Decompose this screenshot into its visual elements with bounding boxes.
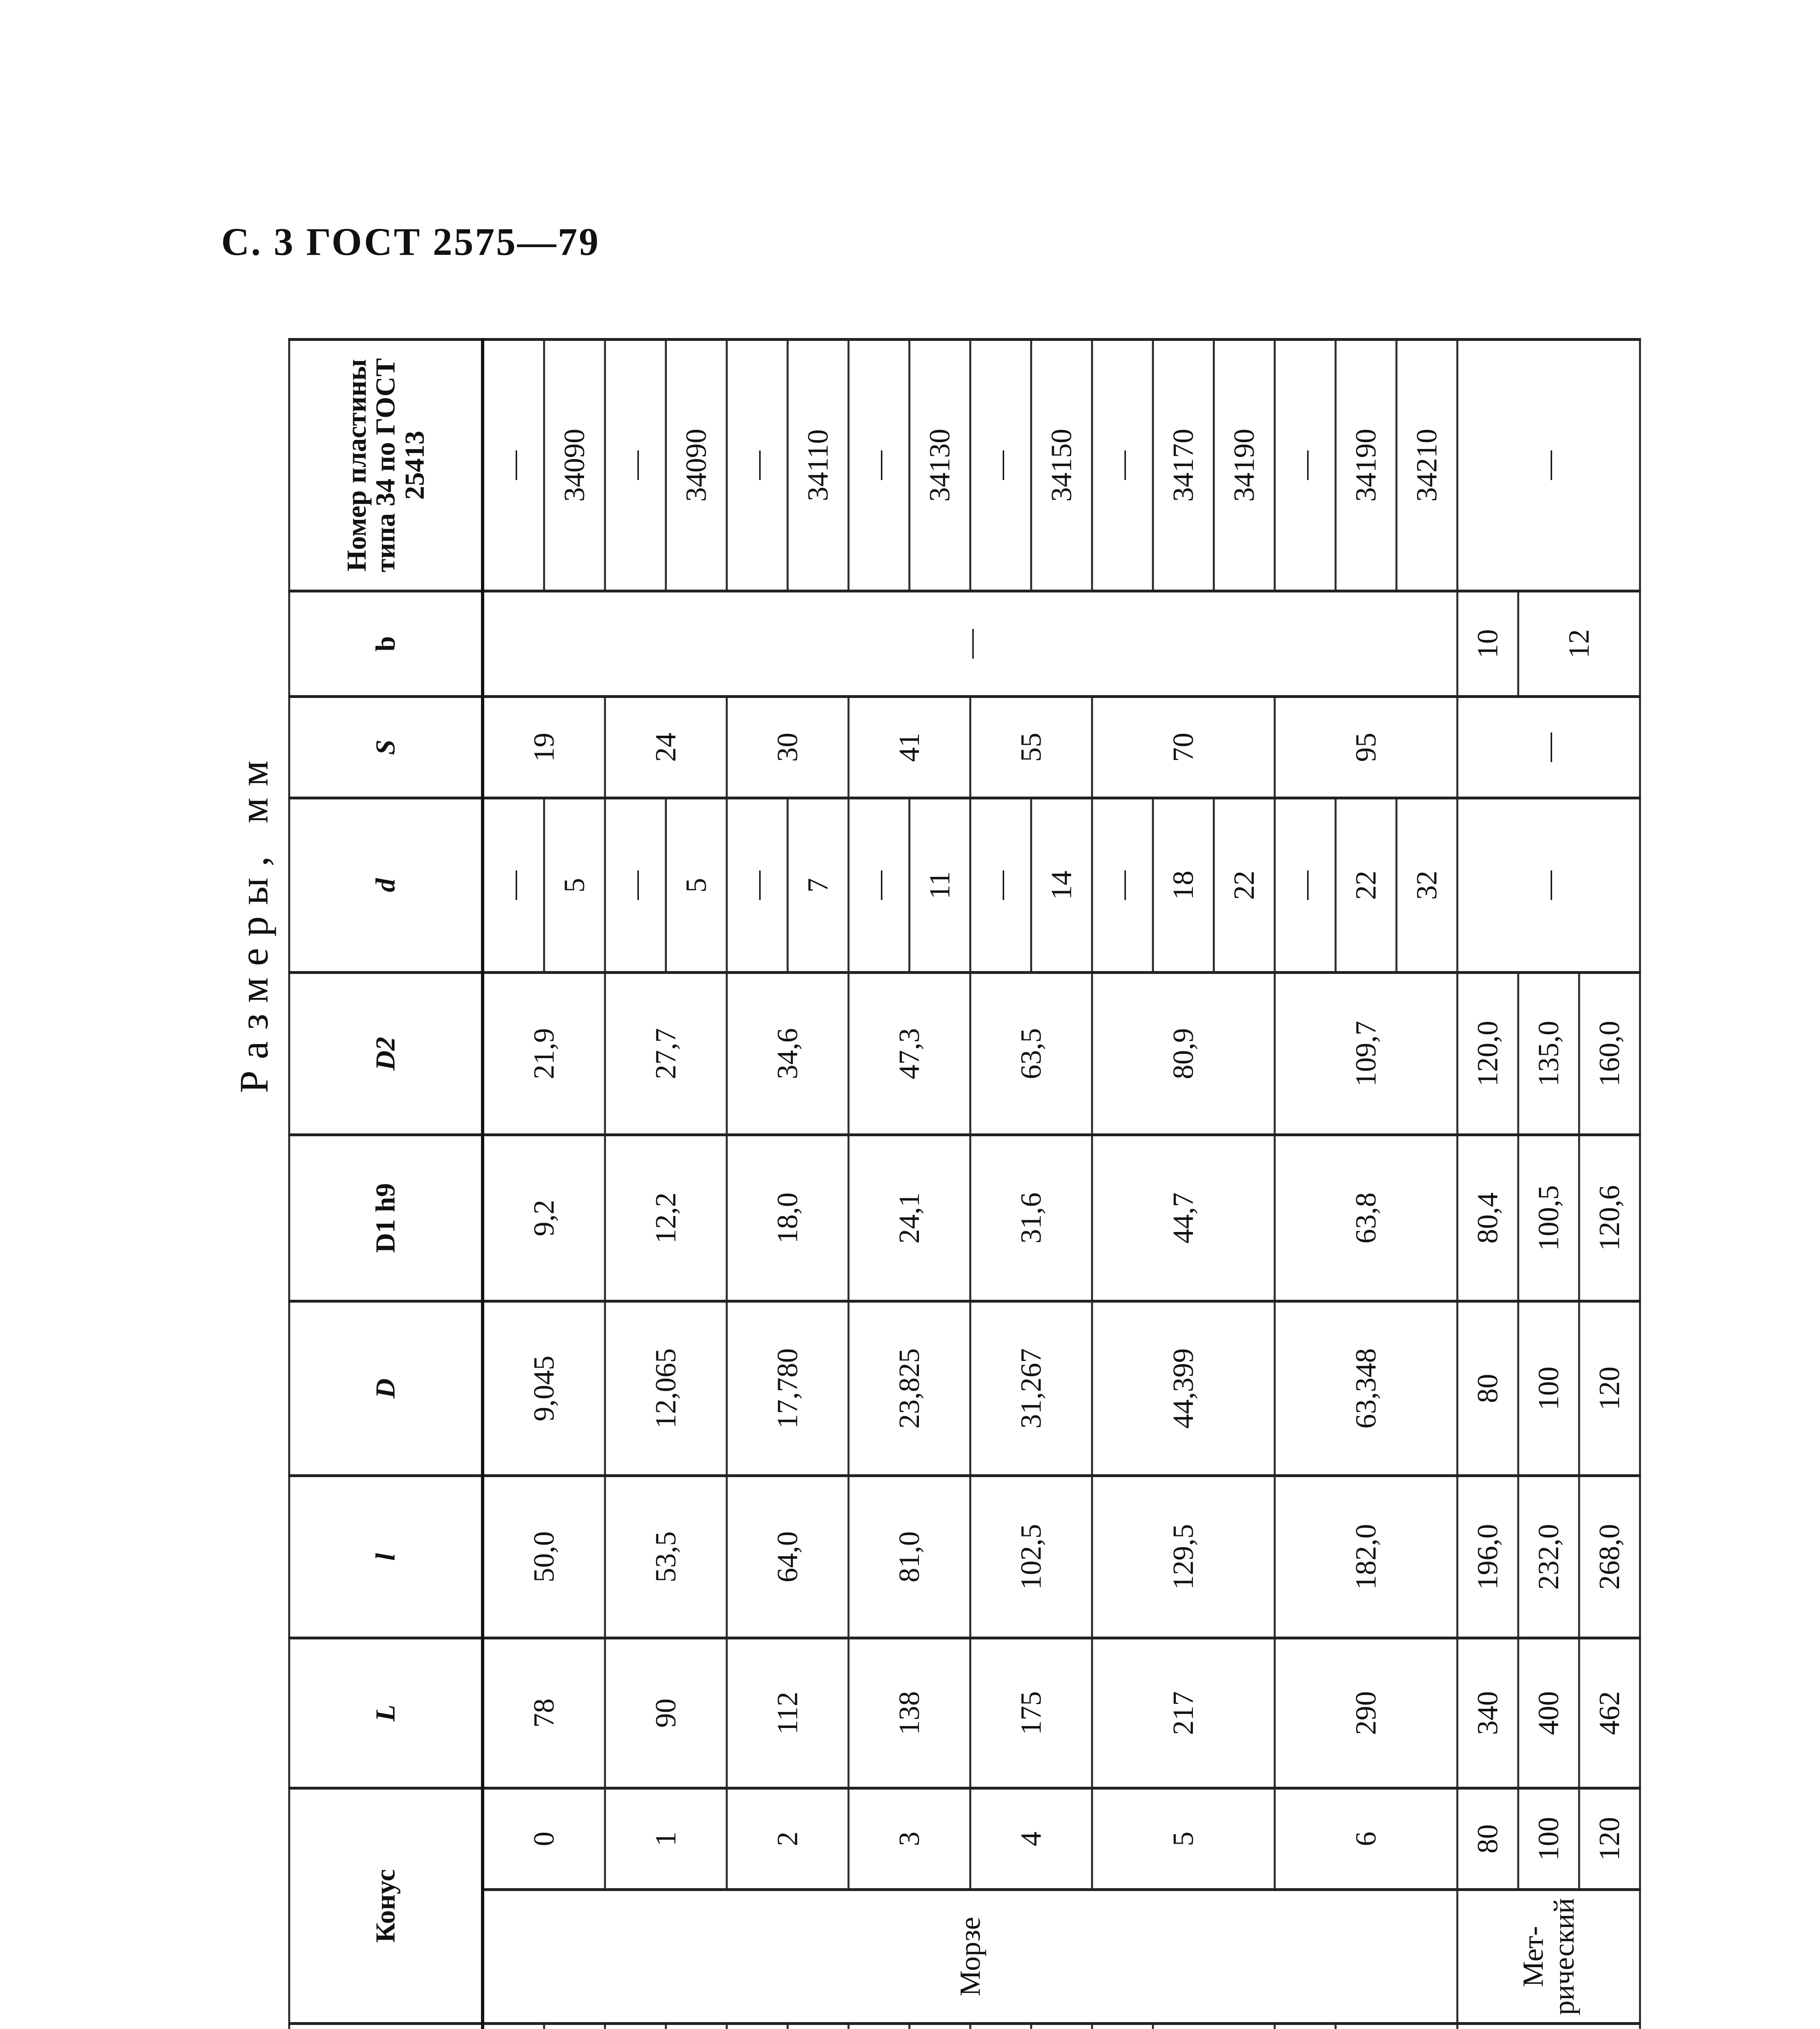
l-cell: 196,0 [1458,1475,1518,1638]
D2-cell: 27,7 [605,972,727,1135]
execution-cell [1031,2024,1092,2029]
header-D1: D1 h9 [289,1135,483,1301]
table-caption: Размеры, мм [231,749,276,1093]
header-plate: Номер пластины типа 34 по ГОСТ 25413 [289,339,483,591]
plate-cell: — [1458,339,1640,591]
D2-cell: 21,9 [483,972,605,1135]
d-cell: — [1458,798,1640,972]
L-cell: 112 [727,1638,849,1788]
dimensions-table [288,338,1641,2029]
d-cell: 18 [1153,798,1214,972]
L-cell: 290 [1275,1638,1458,1788]
S-cell: 30 [727,696,849,798]
plate-cell: 34130 [910,339,970,591]
table-row [1458,339,1518,2029]
execution-cell [605,2024,666,2029]
D2-cell: 63,5 [970,972,1092,1135]
l-cell: 81,0 [849,1475,970,1638]
execution-cell [970,2024,1031,2029]
execution-cell [483,2024,544,2029]
b-cell: 10 [1458,591,1518,696]
cone-number-cell: 1 [605,1788,727,1889]
execution-cell [910,2024,970,2029]
cone-number-cell: 100 [1518,1788,1579,1889]
plate-cell: 34090 [666,339,727,591]
S-cell: 24 [605,696,727,798]
l-cell: 129,5 [1092,1475,1275,1638]
plate-cell: — [727,339,788,591]
D-cell: 120 [1579,1301,1640,1475]
cone-number-cell: 5 [1092,1788,1275,1889]
D1-cell: 44,7 [1092,1135,1275,1301]
S-cell: 41 [849,696,970,798]
execution-cell [1153,2024,1275,2029]
d-cell: — [1275,798,1336,972]
D1-cell: 12,2 [605,1135,727,1301]
plate-cell: — [849,339,910,591]
plate-cell: 34090 [544,339,605,591]
execution-cell [544,2024,605,2029]
header-l: l [289,1475,483,1638]
D1-cell: 24,1 [849,1135,970,1301]
S-cell: — [1458,696,1640,798]
D2-cell: 34,6 [727,972,849,1135]
b-cell: 12 [1518,591,1640,696]
D2-cell: 120,0 [1458,972,1518,1135]
plate-cell: — [483,339,544,591]
D2-cell: 47,3 [849,972,970,1135]
header-cone: Конус [289,1788,483,2023]
header-d: d [289,798,483,972]
L-cell: 340 [1458,1638,1518,1788]
D2-cell: 80,9 [1092,972,1275,1135]
d-cell: — [970,798,1031,972]
D2-cell: 109,7 [1275,972,1458,1135]
plate-cell: 34190 [1336,339,1397,591]
cone-number-cell: 2 [727,1788,849,1889]
D1-cell: 63,8 [1275,1135,1458,1301]
d-cell: 22 [1336,798,1397,972]
b-cell: — [483,591,1458,696]
header-b: b [289,591,483,696]
d-cell: — [849,798,910,972]
plate-cell: 34150 [1031,339,1092,591]
L-cell: 78 [483,1638,605,1788]
D-cell: 100 [1518,1301,1579,1475]
execution-cell [1092,2024,1153,2029]
execution-cell [849,2024,910,2029]
cone-type-metric: Мет-рический [1458,1890,1640,2024]
D1-cell: 9,2 [483,1135,605,1301]
D-cell: 23,825 [849,1301,970,1475]
d-cell: — [727,798,788,972]
plate-cell: — [605,339,666,591]
l-cell: 182,0 [1275,1475,1458,1638]
cone-type-morse: Морзе [483,1890,1458,2024]
d-cell: 14 [1031,798,1092,972]
execution-cell [727,2024,788,2029]
plate-cell: 34110 [788,339,849,591]
execution-cell [1336,2024,1458,2029]
L-cell: 217 [1092,1638,1275,1788]
S-cell: 70 [1092,696,1275,798]
D2-cell: 135,0 [1518,972,1579,1135]
D-cell: 12,065 [605,1301,727,1475]
plate-cell: 34170 [1153,339,1214,591]
execution-cell [1275,2024,1336,2029]
D-cell: 17,780 [727,1301,849,1475]
plate-cell: — [1275,339,1336,591]
D2-cell: 160,0 [1579,972,1640,1135]
dimensions-table-container [288,341,1688,2029]
d-cell: 32 [1397,798,1458,972]
D1-cell: 80,4 [1458,1135,1518,1301]
table-row [483,339,544,2029]
d-cell: 22 [1214,798,1275,972]
header-S: S [289,696,483,798]
L-cell: 138 [849,1638,970,1788]
d-cell: 11 [910,798,970,972]
l-cell: 64,0 [727,1475,849,1638]
D1-cell: 100,5 [1518,1135,1579,1301]
execution-cell [1458,2024,1640,2029]
plate-cell: 34190 [1214,339,1275,591]
D-cell: 63,348 [1275,1301,1458,1475]
cone-number-cell: 4 [970,1788,1092,1889]
table-row [1518,339,1579,2029]
d-cell: — [483,798,544,972]
cone-number-cell: 3 [849,1788,970,1889]
S-cell: 95 [1275,696,1458,798]
execution-cell [666,2024,727,2029]
D1-cell: 18,0 [727,1135,849,1301]
D-cell: 44,399 [1092,1301,1275,1475]
cone-number-cell: 80 [1458,1788,1518,1889]
plate-cell: 34210 [1397,339,1458,591]
execution-cell [788,2024,849,2029]
d-cell: 5 [666,798,727,972]
L-cell: 400 [1518,1638,1579,1788]
D1-cell: 31,6 [970,1135,1092,1301]
L-cell: 90 [605,1638,727,1788]
l-cell: 268,0 [1579,1475,1640,1638]
l-cell: 232,0 [1518,1475,1579,1638]
page-header: С. 3 ГОСТ 2575—79 [221,220,600,263]
table-header-row [289,339,483,2029]
d-cell: — [1092,798,1153,972]
L-cell: 462 [1579,1638,1640,1788]
D1-cell: 120,6 [1579,1135,1640,1301]
l-cell: 102,5 [970,1475,1092,1638]
header-D2: D2 [289,972,483,1135]
cone-number-cell: 6 [1275,1788,1458,1889]
D-cell: 80 [1458,1301,1518,1475]
d-cell: 5 [544,798,605,972]
D-cell: 9,045 [483,1301,605,1475]
cone-number-cell: 120 [1579,1788,1640,1889]
d-cell: — [605,798,666,972]
plate-cell: — [1092,339,1153,591]
S-cell: 55 [970,696,1092,798]
header-D: D [289,1301,483,1475]
header-execution [289,2024,483,2029]
l-cell: 53,5 [605,1475,727,1638]
D-cell: 31,267 [970,1301,1092,1475]
cone-number-cell: 0 [483,1788,605,1889]
S-cell: 19 [483,696,605,798]
L-cell: 175 [970,1638,1092,1788]
l-cell: 50,0 [483,1475,605,1638]
d-cell: 7 [788,798,849,972]
header-L: L [289,1638,483,1788]
plate-cell: — [970,339,1031,591]
